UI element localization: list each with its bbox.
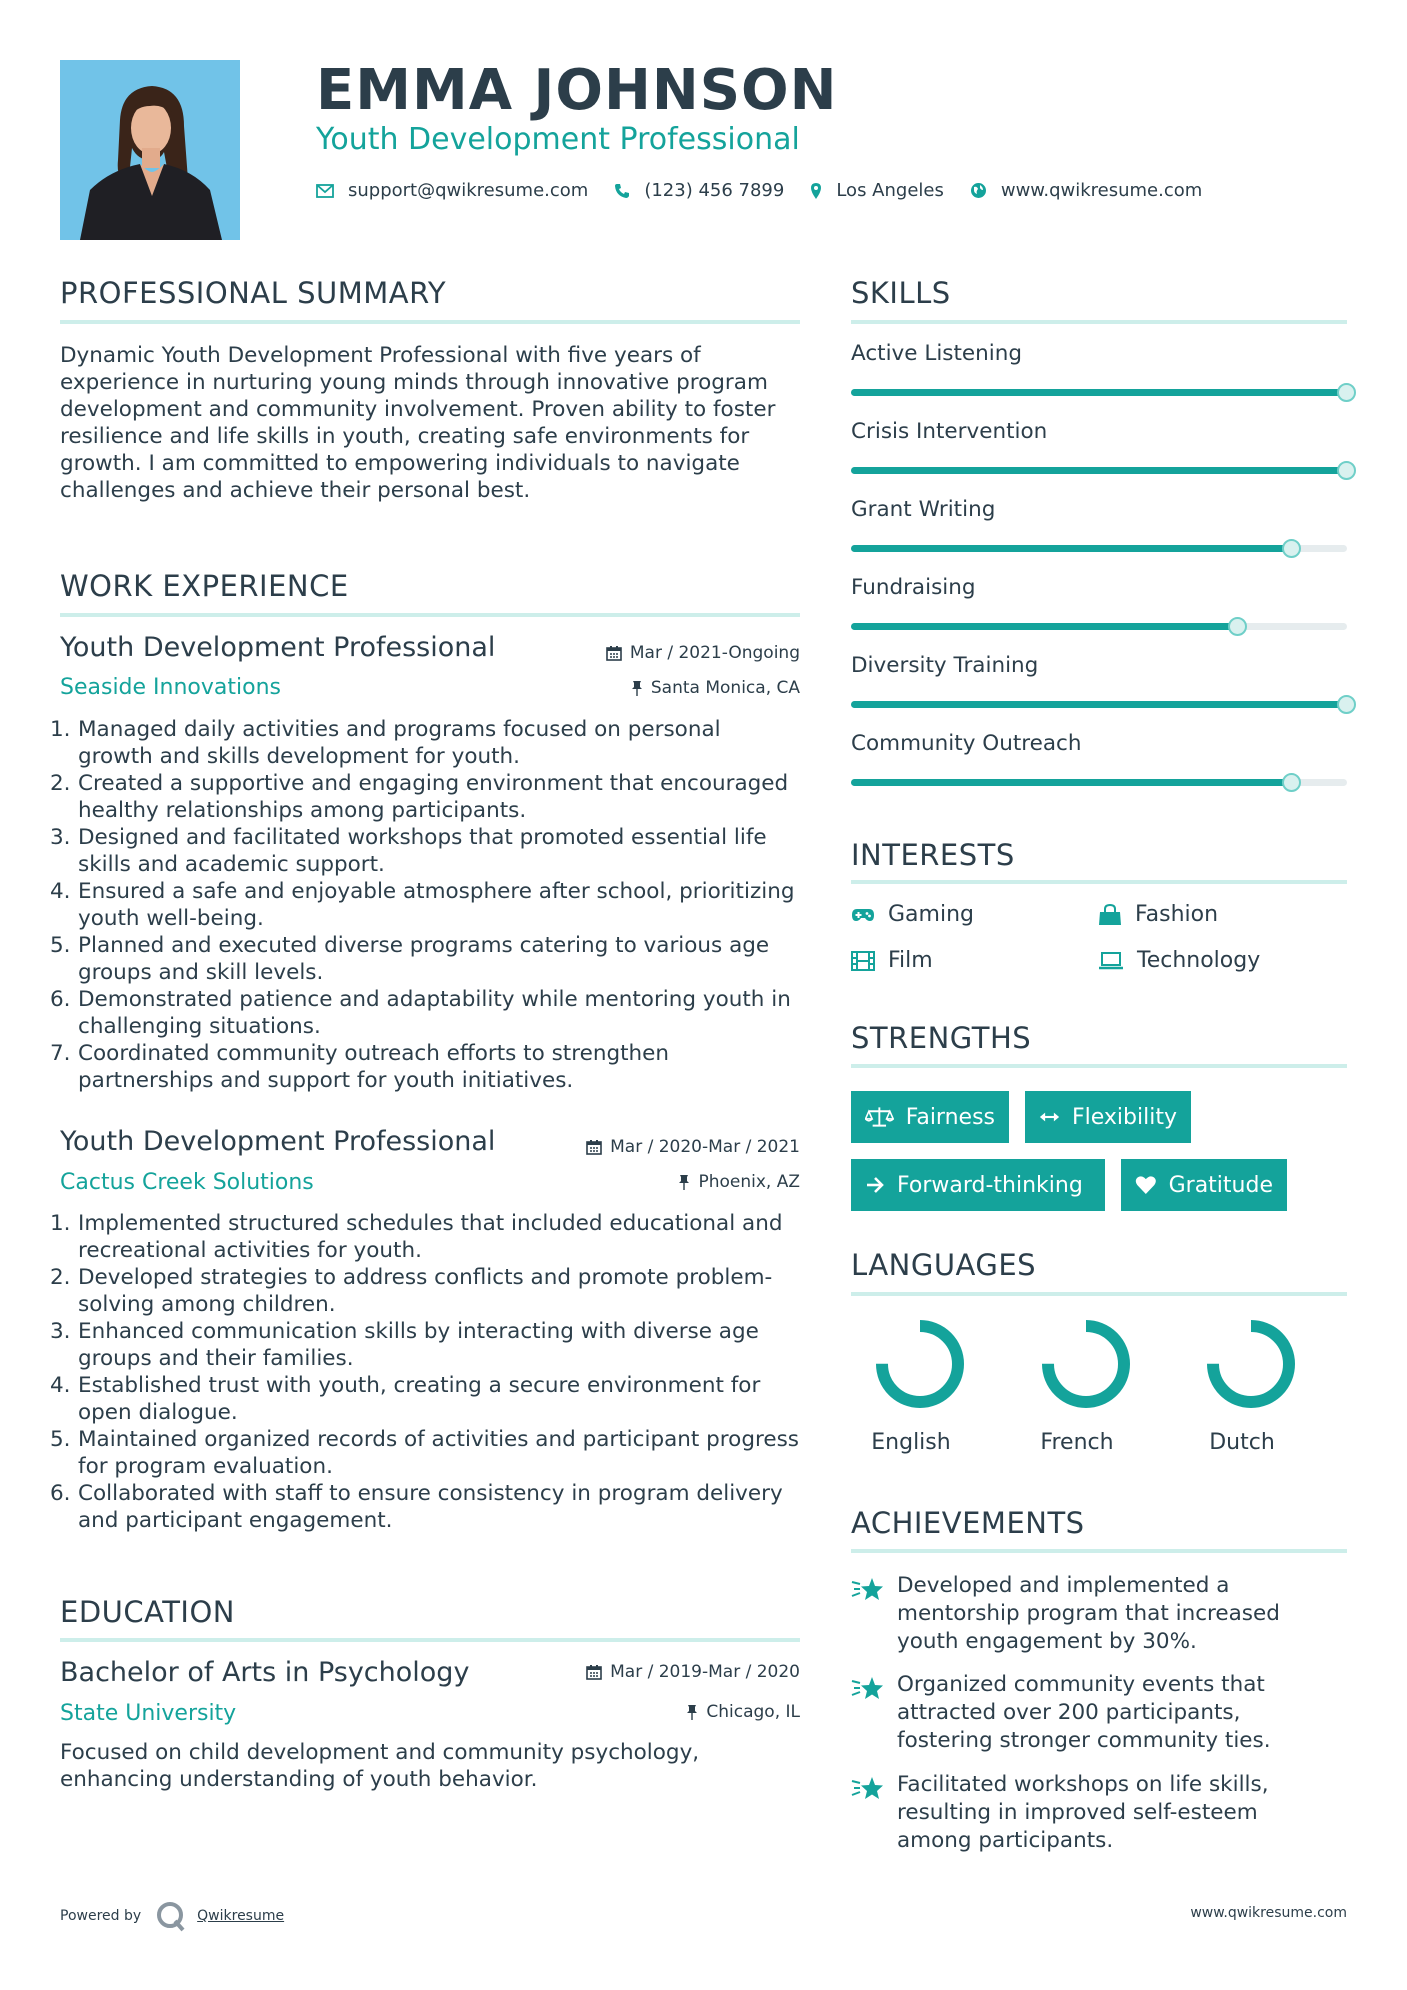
achievements-heading: ACHIEVEMENTS [851,1506,1085,1540]
bullet-number: 6. [50,987,71,1012]
education-date-text: Mar / 2019-Mar / 2020 [610,1662,800,1682]
skill-bar-track [851,623,1347,630]
location-text: Los Angeles [836,180,944,201]
skill-bar-knob [1282,539,1301,558]
interest-label: Film [888,948,933,973]
language-label: French [1040,1430,1114,1455]
experience-heading: WORK EXPERIENCE [60,569,349,603]
contact-email[interactable] [316,180,588,201]
bullet-text: Implemented structured schedules that included educational and recreational activities for youth. [78,1211,783,1263]
job-bullets [50,716,800,1094]
strength-label: Gratitude [1168,1172,1273,1198]
interest-fashion [1098,902,1218,927]
interest-technology [1098,948,1260,973]
bullet-text: Planned and executed diverse programs catering to various age groups and skill levels. [78,933,770,985]
skill-bar-track [851,389,1347,396]
bullet-number: 2. [50,771,71,796]
degree-title: Bachelor of Arts in Psychology [60,1657,470,1688]
laptop-icon [1098,952,1124,970]
language-item [1007,1314,1147,1455]
calendar-icon [606,645,622,661]
shopping-bag-icon [1098,904,1122,926]
strength-chip-gratitude [1121,1159,1287,1211]
skill-bar-fill [851,701,1347,708]
summary-heading: PROFESSIONAL SUMMARY [60,276,447,310]
interest-film [851,948,933,973]
bullet-item [50,986,800,1040]
school-name: State University [60,1701,237,1726]
language-ring [870,1314,970,1414]
bullet-number: 7. [50,1041,71,1066]
language-label: Dutch [1209,1430,1275,1455]
achievement-item [851,1671,1321,1755]
job-title: Youth Development Professional [60,1126,496,1157]
email-text: support@qwikresume.com [348,180,589,201]
company-name: Cactus Creek Solutions [60,1170,314,1195]
skill-label: Community Outreach [851,731,1082,756]
contact-location [810,180,944,201]
heart-icon [1135,1174,1157,1196]
bullet-item [50,932,800,986]
skill-label: Fundraising [851,575,976,600]
experience-rule [60,613,800,617]
strength-label: Forward-thinking [897,1172,1083,1198]
bullet-item [50,1040,800,1094]
strength-chip-fairness [851,1091,1009,1143]
strength-label: Fairness [905,1104,995,1130]
achievement-text: Organized community events that attracted over 200 participants, fostering stronger community ties. [897,1672,1271,1753]
interests-rule [851,880,1347,884]
bullet-text: Developed strategies to address conflicts and promote problem-solving among children. [78,1265,773,1317]
language-label: English [871,1430,951,1455]
bullet-text: Established trust with youth, creating a secure environment for open dialogue. [78,1373,761,1425]
job-date-text: Mar / 2020-Mar / 2021 [610,1137,800,1157]
job-date-text: Mar / 2021-Ongoing [629,643,800,663]
bullet-item [50,716,800,770]
envelope-icon [316,184,334,198]
interest-gaming [851,902,974,927]
interest-label: Gaming [888,902,974,927]
job-location-text: Santa Monica, CA [650,678,800,698]
powered-by-text: Powered by [60,1908,142,1924]
achievement-item [851,1572,1321,1656]
language-item [1172,1314,1312,1455]
strength-chip-forward-thinking [851,1159,1105,1211]
bullet-item [50,1426,800,1480]
footer-website[interactable]: www.qwikresume.com [1190,1905,1347,1921]
skill-label: Diversity Training [851,653,1039,678]
bullet-item [50,770,800,824]
bullet-item [50,1318,800,1372]
bullet-text: Managed daily activities and programs focused on personal growth and skills development for youth. [78,717,721,769]
summary-rule [60,320,800,324]
bullet-text: Maintained organized records of activities and participant progress for program evaluation. [78,1427,799,1479]
skill-label: Crisis Intervention [851,419,1048,444]
bullet-item [50,1210,800,1264]
achievement-text: Developed and implemented a mentorship program that increased youth engagement by 30%. [897,1573,1280,1654]
languages-heading: LANGUAGES [851,1248,1037,1282]
job-location-text: Phoenix, AZ [698,1172,800,1192]
interest-label: Fashion [1135,902,1219,927]
bullet-number: 1. [50,1211,71,1236]
bullet-text: Designed and facilitated workshops that promoted essential life skills and academic support. [78,825,767,877]
job-title: Youth Development Professional [60,632,496,663]
bullet-number: 3. [50,825,71,850]
job-location [678,1172,800,1192]
arrow-right-icon [865,1175,885,1195]
calendar-icon [586,1139,602,1155]
contact-website[interactable] [970,180,1202,201]
bullet-text: Created a supportive and engaging environment that encouraged healthy relationships among participants. [78,771,789,823]
education-rule [60,1638,800,1642]
skill-bar-track [851,467,1347,474]
education-heading: EDUCATION [60,1595,236,1629]
bullet-item [50,878,800,932]
skill-bar-fill [851,545,1292,552]
pushpin-icon [678,1174,690,1190]
skill-label: Grant Writing [851,497,996,522]
bullet-item [50,824,800,878]
skills-heading: SKILLS [851,276,951,310]
company-name: Seaside Innovations [60,675,281,700]
shooting-star-icon [851,1576,885,1604]
calendar-icon [586,1664,602,1680]
bullet-item [50,1372,800,1426]
bullet-number: 4. [50,879,71,904]
film-icon [851,951,875,971]
job-location [631,678,800,698]
bullet-number: 5. [50,1427,71,1452]
job-bullets [50,1210,800,1534]
education-location [686,1702,800,1722]
phone-text: (123) 456 7899 [644,180,785,201]
skill-bar-knob [1337,461,1356,480]
arrows-horizontal-icon [1039,1110,1060,1124]
education-location-text: Chicago, IL [706,1702,800,1722]
achievement-item [851,1771,1321,1855]
qwikresume-logo-icon [155,1900,187,1932]
skills-rule [851,320,1347,324]
bullet-number: 3. [50,1319,71,1344]
skill-bar-knob [1337,695,1356,714]
language-ring [1036,1314,1136,1414]
interest-label: Technology [1137,948,1261,973]
map-marker-icon [810,182,822,200]
profile-photo [60,60,240,240]
skill-bar-track [851,545,1347,552]
candidate-title: Youth Development Professional [316,122,800,157]
bullet-text: Demonstrated patience and adaptability while mentoring youth in challenging situations. [78,987,791,1039]
bullet-number: 1. [50,717,71,742]
balance-scale-icon [865,1106,894,1128]
skill-bar-track [851,779,1347,786]
skill-bar-fill [851,623,1238,630]
shooting-star-icon [851,1775,885,1803]
education-description: Focused on child development and community psychology, enhancing understanding of youth behavior. [60,1740,700,1792]
bullet-text: Ensured a safe and enjoyable atmosphere after school, prioritizing youth well-being. [78,879,795,931]
skill-bar-fill [851,779,1292,786]
footer-powered-by[interactable] [60,1900,284,1932]
bullet-number: 5. [50,933,71,958]
skill-bar-fill [851,389,1347,396]
phone-icon [614,183,630,199]
shooting-star-icon [851,1675,885,1703]
globe-icon [970,182,987,199]
language-item [841,1314,981,1455]
skill-label: Active Listening [851,341,1023,366]
candidate-name: EMMA JOHNSON [316,58,838,123]
person-silhouette-icon [60,60,240,240]
skill-bar-knob [1228,617,1247,636]
pushpin-icon [631,680,643,696]
skill-bar-knob [1337,383,1356,402]
bullet-text: Collaborated with staff to ensure consistency in program delivery and participant engagement. [78,1481,783,1533]
skill-bar-knob [1282,773,1301,792]
languages-rule [851,1292,1347,1296]
gamepad-icon [851,907,875,923]
strengths-heading: STRENGTHS [851,1021,1032,1055]
job-date [606,643,800,663]
bullet-number: 2. [50,1265,71,1290]
bullet-text: Coordinated community outreach efforts to strengthen partnerships and support for youth initiatives. [78,1041,670,1093]
brand-link[interactable]: Qwikresume [197,1908,285,1924]
achievement-text: Facilitated workshops on life skills, resulting in improved self-esteem among participants. [897,1772,1269,1853]
skill-bar-fill [851,467,1347,474]
bullet-item [50,1264,800,1318]
pushpin-icon [686,1704,698,1720]
strength-label: Flexibility [1072,1104,1177,1130]
website-text: www.qwikresume.com [1000,180,1203,201]
bullet-number: 6. [50,1481,71,1506]
contact-phone[interactable] [614,180,784,201]
skill-bar-track [851,701,1347,708]
strengths-rule [851,1064,1347,1068]
contact-bar [316,180,1228,201]
strength-chip-flexibility [1025,1091,1191,1143]
summary-text: Dynamic Youth Development Professional with five years of experience in nurturing young minds through innovative program development and community involvement. Proven ability to foster resilience and life skills in youth, creating safe environments for growth. I am committed to empowering individuals to navigate challenges and achieve their personal best. [60,343,776,503]
education-date [586,1662,800,1682]
bullet-number: 4. [50,1373,71,1398]
bullet-text: Enhanced communication skills by interacting with diverse age groups and their families. [78,1319,759,1371]
achievements-rule [851,1549,1347,1553]
language-ring [1201,1314,1301,1414]
interests-heading: INTERESTS [851,838,1015,872]
job-date [586,1137,800,1157]
bullet-item [50,1480,800,1534]
